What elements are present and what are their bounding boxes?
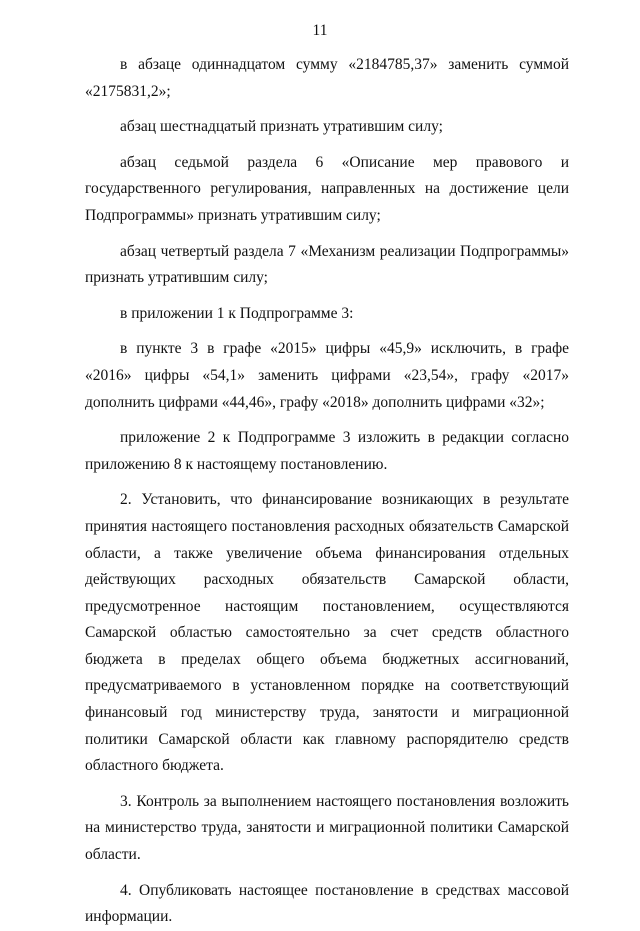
paragraph-item-3-changes: в пункте 3 в графе «2015» цифры «45,9» исключить, в графе «2016» цифры «54,1» заменить цифрами «23,54», графу «2017» дополнить цифрами «44,46», графу «2018» дополнить цифрами «32»; <box>85 340 569 411</box>
paragraph-financing-clause: 2. Установить, что финансирование возникающих в результате принятия настоящего постановления расходных обязательств Самарской области, а также увеличение объема финансирования отдельных действующих расходных обязательств Самарской области, предусмотренное настоящим постановлением, осуществляются Самарской областью самостоятельно за счет средств областного бюджета в пределах общего объема бюджетных ассигнований, предусматриваемого в установленном порядке на соответствующий финансовый год министерству труда, занятости и миграционной политики Самарской области как главному распорядителю средств областного бюджета. <box>85 491 569 775</box>
paragraph-section-7-void: абзац четвертый раздела 7 «Механизм реализации Подпрограммы» признать утратившим силу; <box>85 242 569 287</box>
page-number: 11 <box>312 22 328 39</box>
paragraph-publication-clause: 4. Опубликовать настоящее постановление в средствах массовой информации. <box>85 881 569 926</box>
paragraph-appendix-2-replacement: приложение 2 к Подпрограмме 3 изложить в редакции согласно приложению 8 к настоящему постановлению. <box>85 429 569 473</box>
paragraph-section-6-void: абзац седьмой раздела 6 «Описание мер правового и государственного регулирования, направленных на достижение цели Подпрограммы» признать утратившим силу; <box>85 153 569 224</box>
paragraph-amount-replacement: в абзаце одиннадцатом сумму «2184785,37» заменить суммой «2175831,2»; <box>85 56 569 100</box>
document-body <box>85 52 569 931</box>
paragraph-sixteenth-void: абзац шестнадцатый признать утратившим силу; <box>120 118 443 136</box>
paragraph-appendix-1-intro: в приложении 1 к Подпрограмме 3: <box>120 304 354 322</box>
paragraph-control-clause: 3. Контроль за выполнением настоящего постановления возложить на министерство труда, занятости и миграционной политики Самарской области. <box>85 792 569 864</box>
